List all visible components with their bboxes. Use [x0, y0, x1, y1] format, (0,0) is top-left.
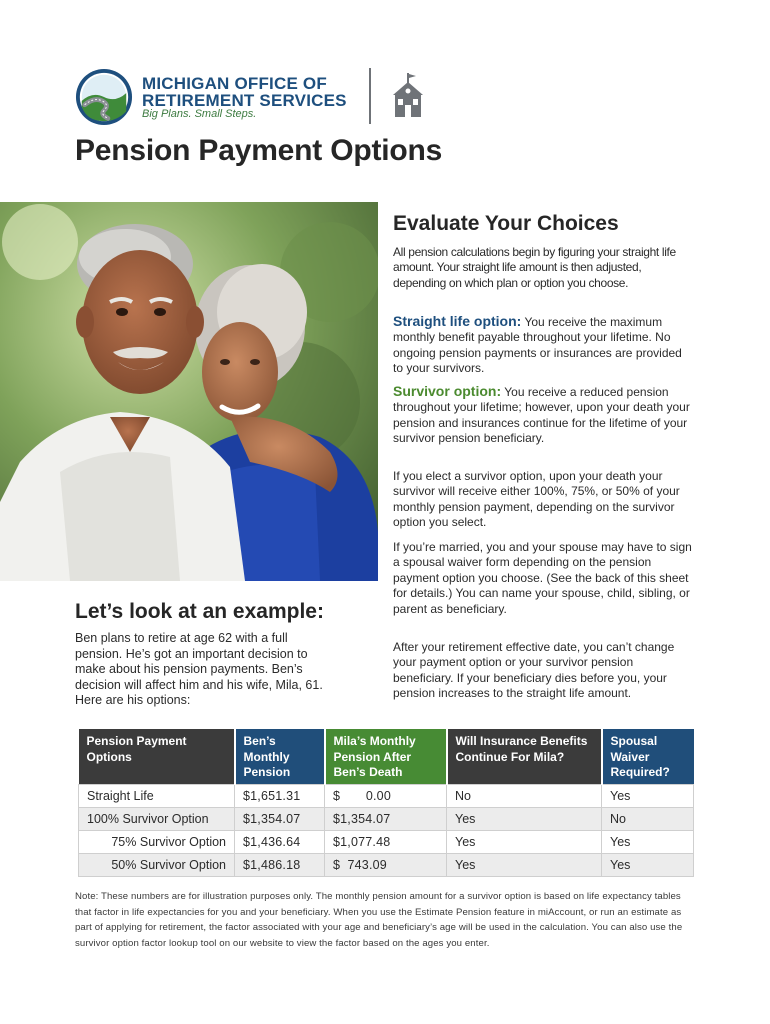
- header-insurance: Will Insurance Benefits Continue For Mila?: [447, 729, 602, 784]
- straight-life-lead: Straight life option:: [393, 313, 522, 329]
- cell-mila: $ 743.09: [325, 853, 447, 876]
- table-row: [79, 830, 694, 853]
- elect-paragraph: If you elect a survivor option, upon your death your survivor will receive either 100%, 75%, or 50% of your monthly pension payment, depending on the survivor option you select.: [393, 469, 680, 530]
- married-paragraph: If you’re married, you and your spouse may have to sign a spousal waiver form depending on the pension payment option you choose. (See the back of this sheet for details.) You can name your spouse, child, sibling, or parent as beneficiary.: [393, 540, 692, 616]
- cell-ben: $1,651.31: [235, 784, 325, 807]
- evaluate-heading: Evaluate Your Choices: [393, 212, 619, 235]
- intro-paragraph: All pension calculations begin by figuring your straight life amount. Your straight life amount is then adjusted, depending on which plan or option you choose.: [393, 245, 676, 290]
- footnote: Note: These numbers are for illustration purposes only. The monthly pension amount for a survivor option is based on life expectancy tables that factor in life expectancies for you and your beneficiary. When you use the Estimate Pension feature in miAccount, or run an estimate as part of applying for retirement, the factor associated with your age and beneficiary’s age will be used in the calculation. You can also use the survivor option factor lookup tool on our website to view the factor based on the ages you enter.: [75, 891, 683, 949]
- cell-option: 75% Survivor Option: [79, 830, 235, 853]
- header-mila-monthly: Mila’s Monthly Pension After Ben’s Death: [325, 729, 447, 784]
- table-header-row: [79, 729, 694, 784]
- survivor-paragraph: [393, 384, 693, 447]
- survivor-lead: Survivor option:: [393, 383, 502, 399]
- cell-mila: $1,077.48: [325, 830, 447, 853]
- cell-option: 100% Survivor Option: [79, 807, 235, 830]
- after-paragraph: After your retirement effective date, you can’t change your payment option or your survivor pension beneficiary. If your beneficiary dies before you, your pension increases to the straight life amount.: [393, 640, 675, 701]
- straight-life-text: You receive the maximum monthly benefit payable throughout your lifetime. No ongoing pension payments or insurances are provided to your survivors.: [393, 315, 682, 376]
- org-tagline: Big Plans. Small Steps.: [142, 108, 257, 120]
- table-row: [79, 784, 694, 807]
- cell-waiver: No: [602, 807, 694, 830]
- cell-mila: $1,354.07: [325, 807, 447, 830]
- straight-life-paragraph: [393, 314, 693, 377]
- cell-waiver: Yes: [602, 830, 694, 853]
- cell-ben: $1,486.18: [235, 853, 325, 876]
- cell-waiver: Yes: [602, 853, 694, 876]
- couple-photo: [0, 202, 378, 581]
- survivor-text: You receive a reduced pension throughout your lifetime; however, upon your death your pension and insurances continue for the lifetime of your survivor pension beneficiary.: [393, 385, 690, 446]
- cell-option: Straight Life: [79, 784, 235, 807]
- logo-divider: [369, 68, 371, 124]
- org-name-line2: RETIREMENT SERVICES: [142, 91, 347, 110]
- cell-ben: $1,436.64: [235, 830, 325, 853]
- cell-waiver: Yes: [602, 784, 694, 807]
- page-title: Pension Payment Options: [75, 134, 443, 167]
- table-row: [79, 853, 694, 876]
- header-spousal-waiver: Spousal Waiver Required?: [602, 729, 694, 784]
- cell-insurance: No: [447, 784, 602, 807]
- cell-insurance: Yes: [447, 853, 602, 876]
- example-paragraph: Ben plans to retire at age 62 with a full pension. He’s got an important decision to make about his pension payments. Ben’s decision will affect him and his wife, Mila, 61. Here are his options:: [75, 631, 323, 708]
- ors-logo-icon: [75, 68, 133, 126]
- options-table: [78, 729, 694, 877]
- cell-ben: $1,354.07: [235, 807, 325, 830]
- cell-insurance: Yes: [447, 830, 602, 853]
- cell-mila: $ 0.00: [325, 784, 447, 807]
- org-name-line1: MICHIGAN OFFICE OF: [142, 74, 327, 93]
- table-row: [79, 807, 694, 830]
- header-payment-options: Pension Payment Options: [79, 729, 235, 784]
- schoolhouse-icon: [390, 73, 426, 119]
- header-ben-monthly: Ben’s Monthly Pension: [235, 729, 325, 784]
- example-heading: Let’s look at an example:: [75, 600, 324, 623]
- cell-insurance: Yes: [447, 807, 602, 830]
- cell-option: 50% Survivor Option: [79, 853, 235, 876]
